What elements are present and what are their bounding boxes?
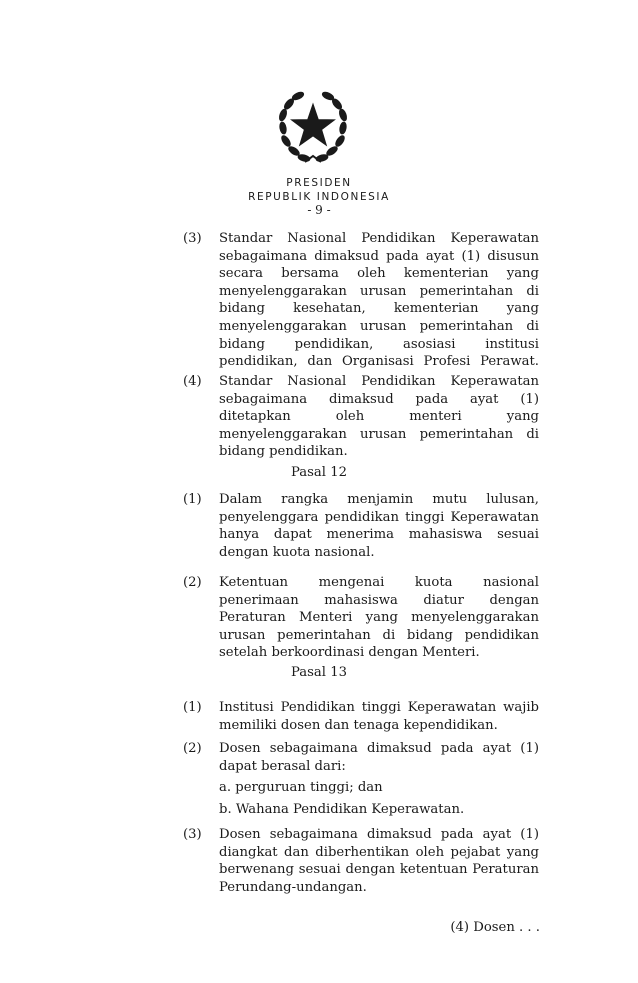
catchword: (4) Dosen . . . bbox=[450, 920, 540, 935]
item-text: Dosen sebagaimana dimaksud pada ayat (1) dapat berasal dari: bbox=[219, 741, 539, 774]
list-item bbox=[183, 826, 539, 896]
page-number: - 9 - bbox=[307, 203, 331, 217]
item-text: Institusi Pendidikan tinggi Keperawatan wajib memiliki dosen dan tenaga kependidikan. bbox=[219, 700, 539, 733]
item-number: (2) bbox=[183, 575, 202, 590]
item-text: Dosen sebagaimana dimaksud pada ayat (1) diangkat dan diberhentikan oleh pejabat yang berwenang sesuai dengan ketentuan Peraturan Perundang-undangan. bbox=[219, 827, 539, 895]
item-text: Standar Nasional Pendidikan Keperawatan sebagaimana dimaksud pada ayat (1) ditetapkan oleh menteri yang menyelenggarakan urusan pemerintahan di bidang pendidikan. bbox=[219, 374, 539, 460]
list-item bbox=[183, 574, 539, 662]
item-number: (4) bbox=[183, 374, 202, 389]
item-number: (1) bbox=[183, 492, 202, 507]
item-number: (3) bbox=[183, 231, 202, 246]
item-text: Ketentuan mengenai kuota nasional penerimaan mahasiswa diatur dengan Peraturan Menteri yang menyelenggarakan urusan pemerintahan di bidang pendidikan setelah berkoordinasi dengan Menteri. bbox=[219, 575, 539, 661]
header-subtitle: REPUBLIK INDONESIA bbox=[248, 191, 390, 203]
sub-item: b. Wahana Pendidikan Keperawatan. bbox=[219, 802, 465, 817]
sub-item: a. perguruan tinggi; dan bbox=[219, 780, 383, 795]
item-number: (1) bbox=[183, 700, 202, 715]
section-heading: Pasal 12 bbox=[291, 465, 347, 480]
section-heading: Pasal 13 bbox=[291, 665, 347, 680]
item-text: Standar Nasional Pendidikan Keperawatan sebagaimana dimaksud pada ayat (1) disusun secara bersama oleh kementerian yang menyelenggarakan urusan pemerintahan di bidang kesehatan, kementerian yang menyelenggarakan urusan pemerintahan di bidang pendidikan, asosiasi institusi pendidikan, dan Organisasi Profesi Perawat. bbox=[219, 231, 539, 370]
item-number: (2) bbox=[183, 741, 202, 756]
list-item bbox=[183, 491, 539, 561]
list-item bbox=[183, 230, 539, 371]
item-text: Dalam rangka menjamin mutu lulusan, penyelenggara pendidikan tinggi Keperawatan hanya dapat menerima mahasiswa sesuai dengan kuota nasional. bbox=[219, 492, 539, 560]
garuda-star-emblem-icon bbox=[271, 84, 355, 168]
list-item bbox=[183, 699, 539, 734]
star-icon bbox=[292, 104, 335, 145]
header-title: PRESIDEN bbox=[286, 177, 352, 189]
item-number: (3) bbox=[183, 827, 202, 842]
list-item bbox=[183, 373, 539, 461]
list-item bbox=[183, 740, 539, 775]
